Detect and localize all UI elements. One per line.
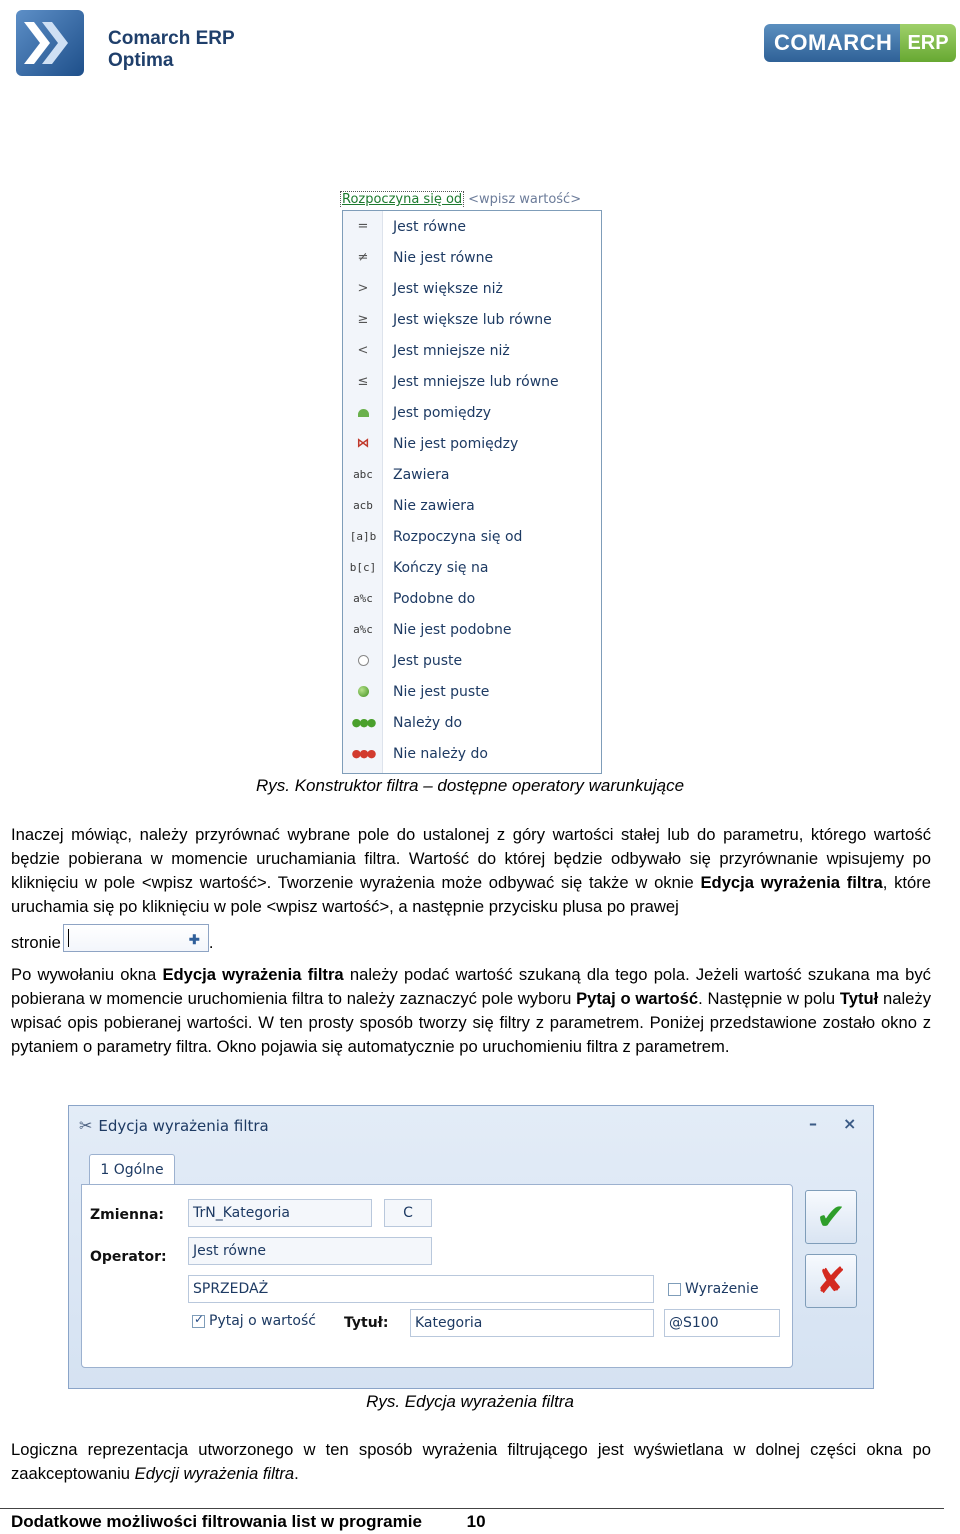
not-equal-icon: ≠	[357, 250, 369, 265]
operator-label: Rozpoczyna się od	[393, 528, 523, 545]
minimize-button[interactable]: –	[809, 1114, 817, 1133]
checkbox-box[interactable]	[192, 1315, 205, 1328]
text-run: Logiczna reprezentacja utworzonego w ten sposób wyrażenia filtrującego jest wyświetlana w dolnej części okna po zaakceptowaniu	[11, 1440, 931, 1483]
expression-field-example[interactable]	[63, 924, 209, 952]
checkmark-icon: ✔	[815, 1196, 847, 1238]
cancel-button[interactable]	[805, 1254, 857, 1308]
paragraph-3	[11, 1438, 931, 1486]
bold-term: Edycja wyrażenia filtra	[162, 965, 344, 984]
paragraph-2	[11, 963, 931, 1059]
operator-label: Jest mniejsze lub równe	[393, 373, 559, 390]
comarch-optima-logo	[14, 8, 254, 80]
operator-field[interactable]: Jest równe	[188, 1237, 432, 1265]
ask-value-label: Pytaj o wartość	[209, 1313, 316, 1329]
less-than-icon: <	[357, 343, 369, 358]
caption-text: Konstruktor filtra – dostępne operatory warunkujące	[294, 776, 685, 795]
operator-item-greater[interactable]	[343, 273, 601, 304]
operator-label: Podobne do	[393, 590, 476, 607]
footer-divider	[0, 1508, 944, 1509]
greater-equal-icon: ≥	[357, 312, 369, 327]
operator-label: Jest większe lub równe	[393, 311, 552, 328]
operator-item-equal[interactable]	[343, 211, 601, 242]
ends-with-icon: b[c]	[349, 561, 377, 574]
caption-text: Edycja wyrażenia filtra	[404, 1392, 574, 1411]
comarch-chevron-logo-icon	[14, 8, 86, 78]
operator-label: Jest puste	[393, 652, 463, 669]
comarch-erp-logo	[764, 24, 956, 62]
operator-label: Nie jest pomiędzy	[393, 435, 519, 452]
operator-item-in-list[interactable]	[343, 707, 601, 738]
zmienna-field[interactable]: TrN_Kategoria	[188, 1199, 372, 1227]
figure-caption-operators	[0, 776, 940, 796]
operator-item-not-between[interactable]	[343, 428, 601, 459]
figure-caption-dialog	[0, 1392, 940, 1412]
zmienna-label: Zmienna:	[90, 1207, 165, 1223]
operator-item-less[interactable]	[343, 335, 601, 366]
checkbox-box[interactable]	[668, 1283, 681, 1296]
text-run: .	[208, 933, 214, 952]
text-run: .	[294, 1464, 299, 1483]
title-label: Tytuł:	[344, 1315, 389, 1331]
operator-item-not-in-list[interactable]	[343, 738, 601, 769]
operator-label: Kończy się na	[393, 559, 489, 576]
bold-term: Edycja wyrażenia filtra	[700, 873, 883, 892]
operator-item-not-like[interactable]	[343, 614, 601, 645]
operator-label: Jest mniejsze niż	[393, 342, 510, 359]
operator-label: Jest większe niż	[393, 280, 503, 297]
plus-icon[interactable]: ✚	[188, 932, 200, 947]
page-number: 10	[466, 1512, 486, 1531]
contains-icon: abc	[353, 468, 373, 481]
operator-item-between[interactable]	[343, 397, 601, 428]
wyrazenie-label: Wyrażenie	[685, 1281, 759, 1297]
brand-line-1: Comarch ERP	[108, 28, 235, 49]
operator-item-not-equal[interactable]	[343, 242, 601, 273]
ask-value-checkbox[interactable]	[192, 1313, 316, 1329]
text-run: Po wywołaniu okna	[11, 965, 163, 984]
operator-label: Należy do	[393, 714, 463, 731]
greater-than-icon: >	[357, 281, 369, 296]
page-footer	[11, 1512, 486, 1532]
like-icon: a%c	[353, 592, 373, 605]
filter-field-name[interactable]: Rozpoczyna się od	[342, 192, 463, 207]
operator-item-is-empty[interactable]	[343, 645, 601, 676]
bold-term: Pytaj o wartość	[576, 989, 699, 1008]
not-like-icon: a%c	[353, 623, 373, 636]
title-field[interactable]: Kategoria	[410, 1309, 654, 1337]
operator-item-starts-with[interactable]	[343, 521, 601, 552]
wyrazenie-checkbox[interactable]	[668, 1281, 759, 1297]
edit-expression-dialog	[68, 1105, 874, 1389]
brand-line-2: Optima	[108, 50, 174, 71]
caption-prefix: Rys.	[366, 1392, 401, 1411]
parameter-field[interactable]: @S100	[664, 1309, 780, 1337]
dialog-title: Edycja wyrażenia filtra	[98, 1116, 269, 1135]
operator-label: Nie jest równe	[393, 249, 494, 266]
operator-list	[342, 210, 602, 774]
between-icon	[343, 405, 383, 420]
tab-panel-general	[81, 1184, 793, 1368]
starts-with-icon: [a]b	[349, 530, 377, 543]
operator-label: Zawiera	[393, 466, 450, 483]
operator-dropdown-figure	[340, 186, 602, 776]
zmienna-type-field[interactable]: C	[384, 1199, 432, 1227]
filter-tool-icon: ✂	[79, 1116, 93, 1135]
text-run: Inaczej mówiąc, należy przyrównać wybrane pole do ustalonej z góry wartości stałej lub do parametru, którego wartość będzie pobierana w momencie uruchamiania filtra. Wartość do której będzie odbywało się przyrównanie wpisujemy po kliknięciu w pole <wpisz wartość>. Tworzenie wyrażenia może odbywać się także w oknie	[11, 825, 931, 892]
filter-field-row	[340, 192, 581, 207]
text-run: należy podać wartość szukaną dla tego pola. Jeżeli wartość szukana ma być pobierana w momencie uruchomienia filtra to należy zaznaczyć pole wyboru	[11, 965, 931, 1008]
operator-label: Nie należy do	[393, 745, 488, 762]
value-placeholder[interactable]: <wpisz wartość>	[468, 192, 582, 207]
empty-circle-icon	[343, 653, 383, 668]
cancel-x-icon: ✘	[815, 1260, 847, 1302]
operator-label: Nie zawiera	[393, 497, 475, 514]
operator-label: Nie jest puste	[393, 683, 490, 700]
text-run: , które uruchamia się po kliknięciu w pole <wpisz wartość>, a następnie przycisku plusa po prawej	[11, 873, 931, 916]
operator-item-greater-equal[interactable]	[343, 304, 601, 335]
green-dots-icon: ●●●	[351, 716, 375, 729]
close-button[interactable]: ×	[843, 1114, 857, 1133]
operator-item-not-empty[interactable]	[343, 676, 601, 707]
tab-general[interactable]: 1 Ogólne	[89, 1154, 175, 1184]
comarch-logo-text: COMARCH	[764, 24, 900, 62]
operator-item-like[interactable]	[343, 583, 601, 614]
text-run: należy wpisać opis pobieranej wartości. W ten prosty sposób tworzy się filtry z parametrem. Poniżej przedstawione zostało okno z pytaniem o parametry filtra. Okno pojawia się automatycznie po uruchomieniu filtra z parametrem.	[11, 989, 932, 1056]
erp-logo-text: ERP	[900, 24, 956, 62]
operator-item-contains[interactable]	[343, 459, 601, 490]
caption-prefix: Rys.	[255, 776, 290, 795]
value-field[interactable]: SPRZEDAŻ	[188, 1275, 654, 1303]
not-between-icon: ⋈	[356, 436, 370, 451]
operator-item-not-contains[interactable]	[343, 490, 601, 521]
equal-icon: =	[357, 219, 369, 234]
red-dots-icon: ●●●	[351, 747, 375, 760]
bold-term: Tytuł	[839, 989, 879, 1008]
paragraph-1	[11, 823, 931, 955]
brand-text	[108, 28, 235, 72]
operator-label: Jest równe	[393, 218, 466, 235]
dialog-title-bar	[79, 1116, 269, 1135]
text-run: stronie	[11, 933, 61, 952]
footer-title: Dodatkowe możliwości filtrowania list w programie	[11, 1512, 422, 1531]
green-dot-icon	[343, 684, 383, 699]
operator-item-less-equal[interactable]	[343, 366, 601, 397]
operator-label: Jest pomiędzy	[393, 404, 492, 421]
text-run: . Następnie w polu	[698, 989, 840, 1008]
not-contains-icon: acb	[353, 499, 373, 512]
operator-label: Operator:	[90, 1249, 167, 1265]
operator-item-ends-with[interactable]	[343, 552, 601, 583]
italic-term: Edycji wyrażenia filtra	[134, 1464, 295, 1483]
operator-label: Nie jest podobne	[393, 621, 512, 638]
confirm-button[interactable]	[805, 1190, 857, 1244]
less-equal-icon: ≤	[357, 374, 369, 389]
